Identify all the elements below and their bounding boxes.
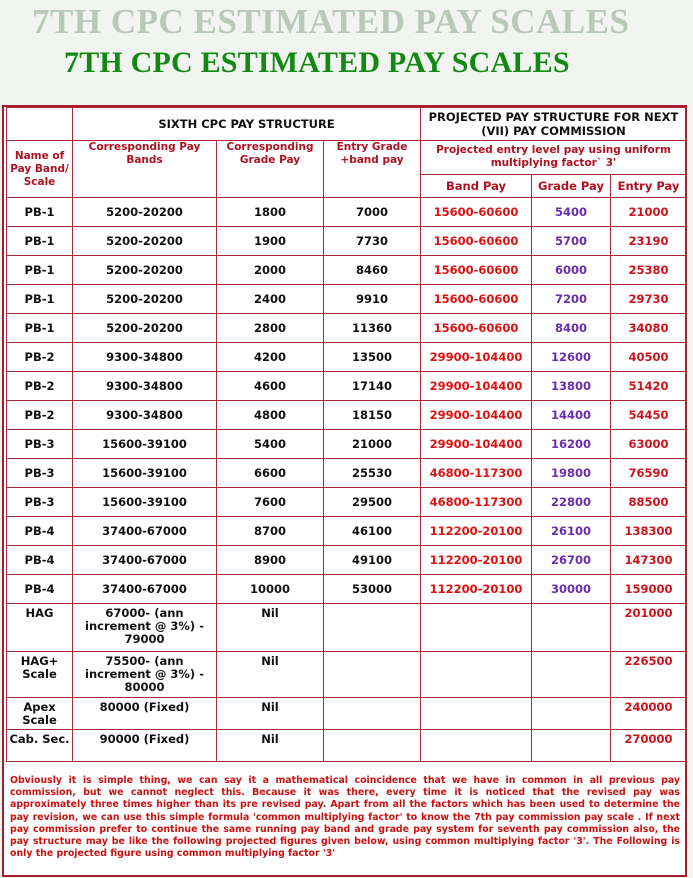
projected-band-pay: 29900-104400 <box>421 430 532 459</box>
table-row <box>7 372 687 401</box>
grade-pay: 6600 <box>217 459 324 488</box>
pay-band-range: 9300-34800 <box>73 372 217 401</box>
pay-band-name: PB-1 <box>7 227 73 256</box>
projected-entry-pay: 63000 <box>611 430 687 459</box>
pay-band-name: PB-3 <box>7 430 73 459</box>
entry-pay: 21000 <box>324 430 421 459</box>
entry-pay: 7000 <box>324 198 421 227</box>
table-row <box>7 430 687 459</box>
pay-band-name: PB-2 <box>7 343 73 372</box>
grade-pay: 2800 <box>217 314 324 343</box>
entry-pay <box>324 604 421 652</box>
projected-grade-pay <box>532 652 611 698</box>
grade-pay: 7600 <box>217 488 324 517</box>
projected-grade-pay: 16200 <box>532 430 611 459</box>
projected-entry-pay: 270000 <box>611 730 687 762</box>
grade-pay: 2400 <box>217 285 324 314</box>
sixth-cpc-header: SIXTH CPC PAY STRUCTURE <box>73 108 421 141</box>
pay-band-name: PB-1 <box>7 198 73 227</box>
pay-band-name: HAG <box>7 604 73 652</box>
projected-grade-pay: 8400 <box>532 314 611 343</box>
grade-pay: 4800 <box>217 401 324 430</box>
pay-scale-sheet <box>2 105 687 877</box>
table-row <box>7 652 687 698</box>
table-row <box>7 459 687 488</box>
entry-pay: 29500 <box>324 488 421 517</box>
pay-band-name: PB-4 <box>7 575 73 604</box>
projected-grade-pay <box>532 698 611 730</box>
projected-band-pay: 15600-60600 <box>421 227 532 256</box>
projected-grade-pay: 5400 <box>532 198 611 227</box>
grade-pay: Nil <box>217 730 324 762</box>
projected-band-pay: 29900-104400 <box>421 372 532 401</box>
projected-grade-pay: 12600 <box>532 343 611 372</box>
grade-pay: Nil <box>217 698 324 730</box>
projected-grade-pay: 30000 <box>532 575 611 604</box>
projected-band-pay: 15600-60600 <box>421 285 532 314</box>
pay-band-name: Cab. Sec. <box>7 730 73 762</box>
pay-band-range: 37400-67000 <box>73 575 217 604</box>
table-row <box>7 730 687 762</box>
entry-pay <box>324 730 421 762</box>
projected-header: PROJECTED PAY STRUCTURE FOR NEXT (VII) PAY COMMISSION <box>421 108 687 141</box>
table-row <box>7 517 687 546</box>
col-header-name: Name of Pay Band/ Scale <box>7 141 73 198</box>
projected-band-pay: 29900-104400 <box>421 401 532 430</box>
table-row <box>7 198 687 227</box>
projected-grade-pay: 5700 <box>532 227 611 256</box>
projected-grade-pay: 19800 <box>532 459 611 488</box>
projected-entry-pay: 34080 <box>611 314 687 343</box>
projected-entry-pay: 226500 <box>611 652 687 698</box>
projected-entry-pay: 159000 <box>611 575 687 604</box>
projected-entry-pay: 54450 <box>611 401 687 430</box>
entry-pay: 53000 <box>324 575 421 604</box>
pay-band-name: HAG+ Scale <box>7 652 73 698</box>
projected-entry-pay: 29730 <box>611 285 687 314</box>
entry-pay: 49100 <box>324 546 421 575</box>
projected-band-pay: 15600-60600 <box>421 314 532 343</box>
pay-band-name: PB-1 <box>7 314 73 343</box>
pay-band-name: PB-4 <box>7 517 73 546</box>
grade-pay: 1900 <box>217 227 324 256</box>
table-row <box>7 604 687 652</box>
entry-pay: 7730 <box>324 227 421 256</box>
col-header-entry-pay: Entry Pay <box>611 174 687 197</box>
projected-entry-pay: 23190 <box>611 227 687 256</box>
pay-band-name: PB-3 <box>7 459 73 488</box>
projected-subheader: Projected entry level pay using uniform multiplying factor` 3' <box>421 141 687 175</box>
col-header-grade-pay: Grade Pay <box>532 174 611 197</box>
projected-entry-pay: 21000 <box>611 198 687 227</box>
grade-pay: 5400 <box>217 430 324 459</box>
table-row <box>7 256 687 285</box>
projected-entry-pay: 51420 <box>611 372 687 401</box>
pay-band-range: 80000 (Fixed) <box>73 698 217 730</box>
projected-entry-pay: 147300 <box>611 546 687 575</box>
entry-pay <box>324 652 421 698</box>
pay-band-range: 15600-39100 <box>73 430 217 459</box>
projected-band-pay: 46800-117300 <box>421 459 532 488</box>
table-row <box>7 285 687 314</box>
projected-grade-pay: 7200 <box>532 285 611 314</box>
grade-pay: 10000 <box>217 575 324 604</box>
projected-band-pay <box>421 730 532 762</box>
table-row <box>7 488 687 517</box>
pay-band-range: 75500- (ann increment @ 3%) - 80000 <box>73 652 217 698</box>
pay-band-name: PB-3 <box>7 488 73 517</box>
pay-band-range: 15600-39100 <box>73 459 217 488</box>
projected-band-pay <box>421 604 532 652</box>
pay-band-range: 15600-39100 <box>73 488 217 517</box>
pay-band-name: Apex Scale <box>7 698 73 730</box>
projected-band-pay: 15600-60600 <box>421 198 532 227</box>
footnote: Obviously it is simple thing, we can say it a mathematical coincidence that we have in common in all previous pay commission, but we cannot neglect this. Because it was there, every time it is noticed that the revised pay was approximately three times higher than its pre revised pay. Apart from all the factors which has been used to determine the pay revision, we can use this simple formula 'common multiplying factor' to know the 7th pay commission pay scale . If next pay commission prefer to continue the same running pay band and grade pay system for seventh pay commission also, the pay structure may be like the following projected figures given below, using common multiplying factor '3'. The Following is only the projected figure using common multiplying factor '3' <box>10 775 680 860</box>
pay-band-name: PB-2 <box>7 401 73 430</box>
projected-grade-pay: 13800 <box>532 372 611 401</box>
projected-grade-pay: 14400 <box>532 401 611 430</box>
pay-band-name: PB-2 <box>7 372 73 401</box>
projected-band-pay <box>421 698 532 730</box>
projected-band-pay: 112200-20100 <box>421 546 532 575</box>
grade-pay: 4600 <box>217 372 324 401</box>
pay-band-range: 5200-20200 <box>73 198 217 227</box>
table-row <box>7 227 687 256</box>
table-row <box>7 698 687 730</box>
projected-grade-pay: 22800 <box>532 488 611 517</box>
pay-band-range: 5200-20200 <box>73 227 217 256</box>
pay-band-range: 9300-34800 <box>73 343 217 372</box>
grade-pay: 1800 <box>217 198 324 227</box>
projected-grade-pay: 26700 <box>532 546 611 575</box>
projected-band-pay <box>421 652 532 698</box>
grade-pay: Nil <box>217 652 324 698</box>
pay-scale-table <box>6 107 687 762</box>
entry-pay: 17140 <box>324 372 421 401</box>
pay-band-name: PB-1 <box>7 285 73 314</box>
projected-entry-pay: 201000 <box>611 604 687 652</box>
shadow-title: 7TH CPC ESTIMATED PAY SCALES <box>32 2 630 41</box>
entry-pay: 11360 <box>324 314 421 343</box>
entry-pay <box>324 698 421 730</box>
entry-pay: 25530 <box>324 459 421 488</box>
pay-band-range: 90000 (Fixed) <box>73 730 217 762</box>
entry-pay: 9910 <box>324 285 421 314</box>
table-row <box>7 546 687 575</box>
entry-pay: 13500 <box>324 343 421 372</box>
pay-band-range: 5200-20200 <box>73 256 217 285</box>
blank-header-cell <box>7 108 73 141</box>
entry-pay: 46100 <box>324 517 421 546</box>
projected-grade-pay: 26100 <box>532 517 611 546</box>
projected-band-pay: 112200-20100 <box>421 575 532 604</box>
grade-pay: Nil <box>217 604 324 652</box>
table-row <box>7 575 687 604</box>
grade-pay: 4200 <box>217 343 324 372</box>
projected-entry-pay: 25380 <box>611 256 687 285</box>
table-row <box>7 314 687 343</box>
pay-band-name: PB-4 <box>7 546 73 575</box>
entry-pay: 8460 <box>324 256 421 285</box>
col-header-grade: Corresponding Grade Pay <box>217 141 324 198</box>
col-header-band-pay: Band Pay <box>421 174 532 197</box>
projected-band-pay: 46800-117300 <box>421 488 532 517</box>
pay-band-name: PB-1 <box>7 256 73 285</box>
projected-grade-pay: 6000 <box>532 256 611 285</box>
col-header-bands: Corresponding Pay Bands <box>73 141 217 198</box>
table-row <box>7 401 687 430</box>
projected-entry-pay: 40500 <box>611 343 687 372</box>
projected-grade-pay <box>532 604 611 652</box>
projected-entry-pay: 138300 <box>611 517 687 546</box>
grade-pay: 2000 <box>217 256 324 285</box>
page-title: 7TH CPC ESTIMATED PAY SCALES <box>64 46 570 79</box>
grade-pay: 8900 <box>217 546 324 575</box>
projected-grade-pay <box>532 730 611 762</box>
projected-entry-pay: 88500 <box>611 488 687 517</box>
pay-band-range: 67000- (ann increment @ 3%) - 79000 <box>73 604 217 652</box>
grade-pay: 8700 <box>217 517 324 546</box>
pay-band-range: 5200-20200 <box>73 285 217 314</box>
col-header-entry: Entry Grade +band pay <box>324 141 421 198</box>
projected-entry-pay: 240000 <box>611 698 687 730</box>
projected-band-pay: 29900-104400 <box>421 343 532 372</box>
pay-band-range: 9300-34800 <box>73 401 217 430</box>
pay-band-range: 37400-67000 <box>73 517 217 546</box>
entry-pay: 18150 <box>324 401 421 430</box>
table-row <box>7 343 687 372</box>
projected-band-pay: 15600-60600 <box>421 256 532 285</box>
pay-band-range: 37400-67000 <box>73 546 217 575</box>
projected-band-pay: 112200-20100 <box>421 517 532 546</box>
projected-entry-pay: 76590 <box>611 459 687 488</box>
pay-band-range: 5200-20200 <box>73 314 217 343</box>
